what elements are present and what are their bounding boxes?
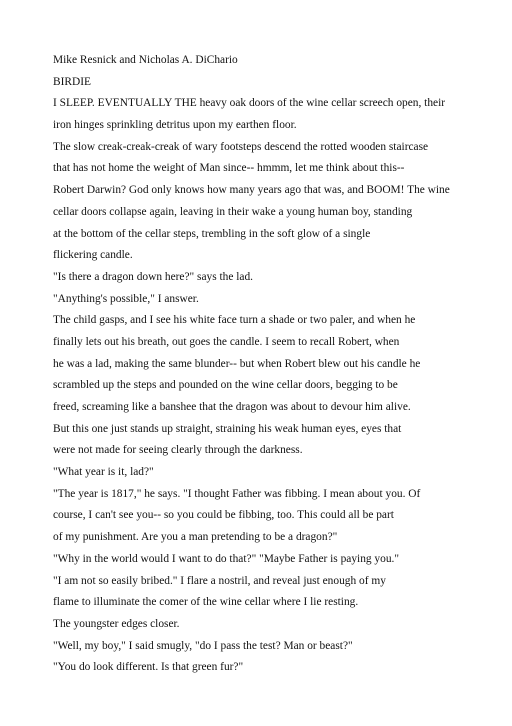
text-line: he was a lad, making the same blunder-- but when Robert blew out his candle he (53, 357, 421, 370)
text-line: "I am not so easily bribed." I flare a nostril, and reveal just enough of my (53, 574, 386, 587)
text-line: cellar doors collapse again, leaving in their wake a young human boy, standing (53, 205, 413, 218)
document-text (53, 50, 508, 679)
text-line: freed, screaming like a banshee that the dragon was about to devour him alive. (53, 401, 411, 413)
author-line: Mike Resnick and Nicholas A. DiChario (53, 54, 238, 66)
story-title: BIRDIE (53, 75, 91, 88)
text-line: at the bottom of the cellar steps, trembling in the soft glow of a single (53, 227, 371, 240)
text-line: "Anything's possible," I answer. (53, 292, 199, 305)
text-line: "The year is 1817," he says. "I thought Father was fibbing. I mean about you. Of (53, 487, 421, 500)
text-line: But this one just stands up straight, straining his weak human eyes, eyes that (53, 422, 402, 435)
text-line: flickering candle. (53, 249, 133, 262)
text-line: "You do look different. Is that green fur?" (53, 661, 244, 674)
text-line: that has not home the weight of Man since-- hmmm, let me think about this-- (53, 162, 405, 175)
text-line: "What year is it, lad?" (53, 466, 154, 479)
text-line: "Is there a dragon down here?" says the lad. (53, 270, 254, 283)
text-line: iron hinges sprinkling detritus upon my earthen floor. (53, 119, 297, 132)
text-line: scrambled up the steps and pounded on the wine cellar doors, begging to be (53, 379, 398, 392)
text-line: The youngster edges closer. (53, 617, 180, 630)
text-line: The slow creak-creak-creak of wary footsteps descend the rotted wooden staircase (53, 140, 429, 153)
text-line: course, I can't see you-- so you could be fibbing, too. This could all be part (53, 509, 394, 522)
text-line: Robert Darwin? God only knows how many years ago that was, and BOOM! The wine (53, 184, 450, 197)
text-line: The child gasps, and I see his white face turn a shade or two paler, and when he (53, 314, 416, 327)
text-line: "Well, my boy," I said smugly, "do I pass the test? Man or beast?" (53, 639, 353, 652)
text-line: of my punishment. Are you a man pretending to be a dragon?" (53, 531, 338, 544)
text-line: "Why in the world would I want to do that?" "Maybe Father is paying you." (53, 552, 400, 565)
text-line: finally lets out his breath, out goes the candle. I seem to recall Robert, when (53, 335, 400, 348)
text-line: were not made for seeing clearly through the darkness. (53, 444, 303, 457)
text-line: I SLEEP. EVENTUALLY THE heavy oak doors of the wine cellar screech open, their (53, 97, 446, 110)
text-line: flame to illuminate the comer of the wine cellar where I lie resting. (53, 596, 359, 609)
